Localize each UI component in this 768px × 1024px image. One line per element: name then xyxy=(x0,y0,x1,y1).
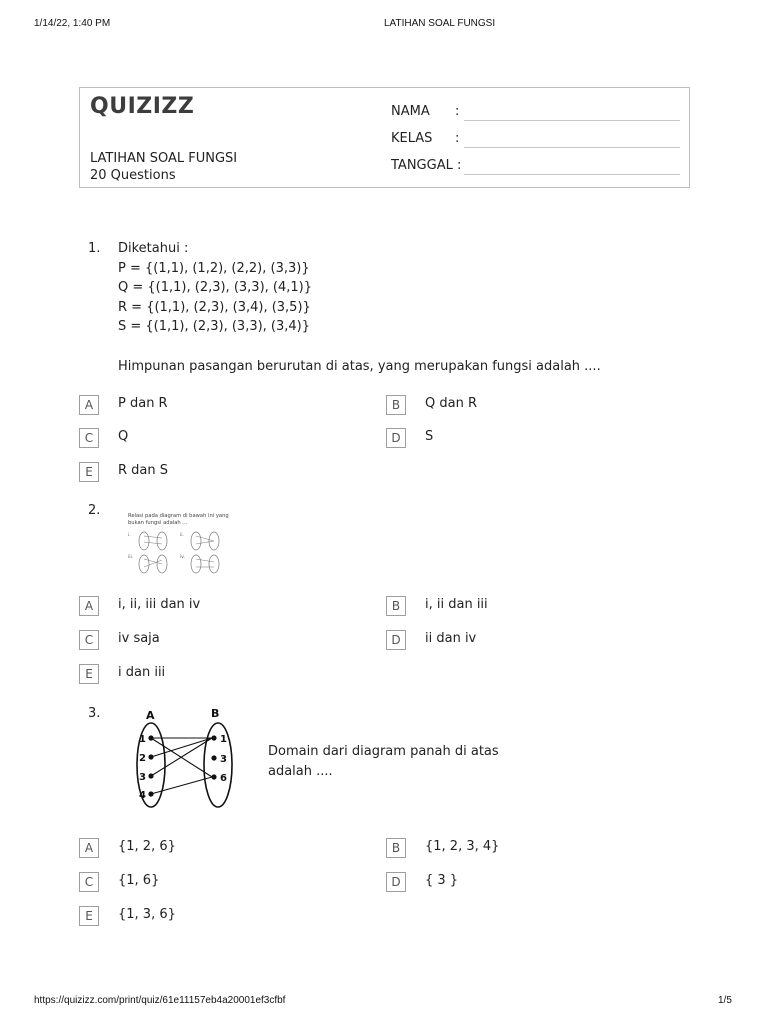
option-letter: B xyxy=(386,596,406,616)
set-a-element: 3 xyxy=(139,772,146,783)
question-1-line: S = {(1,1), (2,3), (3,3), (3,4)} xyxy=(118,319,311,334)
diagram-i-arrow xyxy=(144,542,162,544)
option-letter: B xyxy=(386,838,406,858)
set-b-element: 3 xyxy=(220,754,227,765)
option-letter: D xyxy=(386,428,406,448)
set-b-point xyxy=(211,755,216,760)
set-a-element: 4 xyxy=(139,790,146,801)
question-1-prompt: Himpunan pasangan berurutan di atas, yang merupakan fungsi adalah .... xyxy=(118,359,601,374)
set-a-label: A xyxy=(146,709,155,722)
set-a-point xyxy=(148,773,153,778)
question-3-arrow-diagram xyxy=(124,704,254,809)
option-text: i, ii, iii dan iv xyxy=(118,597,201,612)
option-letter: C xyxy=(79,428,99,448)
print-url: https://quizizz.com/print/quiz/61e11157eb4a20001ef3cfbf xyxy=(34,995,286,1006)
option-text: i, ii dan iii xyxy=(425,597,488,612)
diagram-iv-set-b xyxy=(209,555,219,573)
tanggal-label: TANGGAL : xyxy=(391,158,462,173)
kelas-colon: : xyxy=(455,131,460,146)
option-letter: C xyxy=(79,630,99,650)
quiz-title: LATIHAN SOAL FUNGSI xyxy=(90,151,238,166)
nama-colon: : xyxy=(455,104,460,119)
option-text: {1, 6} xyxy=(118,873,160,888)
option-letter: B xyxy=(386,395,406,415)
option-letter: A xyxy=(79,395,99,415)
option-text: { 3 } xyxy=(425,873,459,888)
arrow-2-to-1 xyxy=(151,738,212,757)
quiz-info-box xyxy=(79,87,690,188)
option-letter: D xyxy=(386,872,406,892)
set-b-label: B xyxy=(211,707,220,720)
option-text: i dan iii xyxy=(118,665,166,680)
diagram-i-arrow xyxy=(144,536,162,538)
print-datetime: 1/14/22, 1:40 PM xyxy=(34,18,111,29)
question-1-line: Diketahui : xyxy=(118,241,189,256)
page-number: 1/5 xyxy=(718,995,732,1006)
nama-blank-line xyxy=(464,120,680,121)
diagram-iv-arrow xyxy=(196,559,214,562)
set-b-element: 6 xyxy=(220,773,227,784)
diagram-i-set-b xyxy=(157,532,167,550)
option-text: Q dan R xyxy=(425,396,477,411)
option-text: S xyxy=(425,429,434,444)
option-text: {1, 3, 6} xyxy=(118,907,176,922)
set-b-point xyxy=(211,774,216,779)
diagram-iii-set-a xyxy=(139,555,149,573)
diagram-label-iii: iii. xyxy=(128,555,134,560)
set-a-element: 1 xyxy=(139,734,146,745)
option-text: iv saja xyxy=(118,631,160,646)
kelas-label: KELAS xyxy=(391,131,433,146)
set-b-element: 1 xyxy=(220,734,227,745)
diagram-label-iv: iv. xyxy=(180,555,185,560)
question-1-line: R = {(1,1), (2,3), (3,4), (3,5)} xyxy=(118,299,311,315)
question-3-prompt xyxy=(268,742,499,782)
question-count: 20 Questions xyxy=(90,168,176,183)
diagram-ii-arrow xyxy=(196,541,214,544)
question-1-line: P = {(1,1), (1,2), (2,2), (3,3)} xyxy=(118,260,310,276)
arrow-4-to-6 xyxy=(151,777,212,794)
set-b-oval xyxy=(204,723,232,807)
question-3-number: 3. xyxy=(88,706,101,721)
set-a-point xyxy=(148,754,153,759)
diagram-label-ii: ii. xyxy=(180,533,184,538)
option-text: {1, 2, 3, 4} xyxy=(425,839,500,854)
set-a-point xyxy=(148,735,153,740)
option-letter: D xyxy=(386,630,406,650)
diagram-label-i: i. xyxy=(128,533,131,538)
question-1-number: 1. xyxy=(88,241,101,256)
option-letter: E xyxy=(79,906,99,926)
diagram-ii-set-a xyxy=(191,532,201,550)
option-text: P dan R xyxy=(118,396,168,411)
question-1-line: Q = {(1,1), (2,3), (3,3), (4,1)} xyxy=(118,280,312,295)
option-letter: C xyxy=(79,872,99,892)
option-letter: E xyxy=(79,462,99,482)
print-title: LATIHAN SOAL FUNGSI xyxy=(384,18,496,29)
option-text: R dan S xyxy=(118,463,169,478)
diagram-iv-set-a xyxy=(191,555,201,573)
kelas-blank-line xyxy=(464,147,680,148)
option-text: ii dan iv xyxy=(425,631,477,646)
question-3-prompt-line: Domain dari diagram panah di atas xyxy=(268,744,499,759)
quiz-heading xyxy=(90,150,237,184)
set-a-element: 2 xyxy=(139,753,146,764)
question-1-text xyxy=(118,239,312,337)
nama-label: NAMA xyxy=(391,104,430,119)
option-letter: E xyxy=(79,664,99,684)
set-a-point xyxy=(148,791,153,796)
diagram-caption-line: bukan fungsi adalah ... xyxy=(128,520,188,526)
option-letter: A xyxy=(79,838,99,858)
option-text: {1, 2, 6} xyxy=(118,839,176,854)
diagram-caption-line: Relasi pada diagram di bawah ini yang xyxy=(128,513,229,519)
question-2-diagram-image xyxy=(124,508,254,578)
diagram-i-set-a xyxy=(139,532,149,550)
quizizz-logo: QUIZIZZ xyxy=(90,94,195,119)
diagram-ii-arrow xyxy=(196,536,214,541)
tanggal-blank-line xyxy=(464,174,680,175)
question-3-prompt-line: adalah .... xyxy=(268,764,333,779)
option-letter: A xyxy=(79,596,99,616)
question-2-number: 2. xyxy=(88,503,101,518)
option-text: Q xyxy=(118,429,129,444)
set-b-point xyxy=(211,735,216,740)
